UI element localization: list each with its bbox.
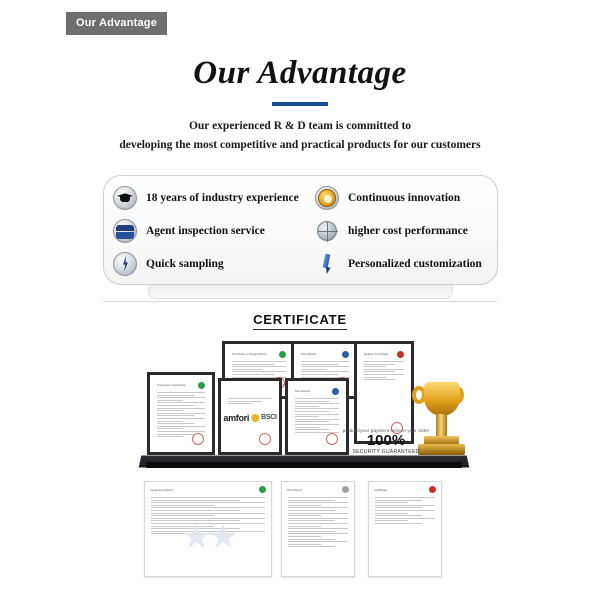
advantage-item-inspection	[113, 219, 315, 243]
blue-badge-icon	[332, 388, 339, 395]
doc-text-lines	[295, 398, 339, 433]
section-divider	[103, 301, 497, 302]
doc-title: Test Report	[295, 389, 311, 393]
lightning-bolt-icon	[113, 252, 137, 276]
doc-text-lines	[375, 497, 435, 524]
red-badge-icon	[429, 486, 436, 493]
advantage-label: Agent inspection service	[146, 224, 265, 237]
advantage-item-experience	[113, 186, 315, 210]
certificate-title-text: CERTIFICATE	[253, 312, 347, 330]
guarantee-bottom-text: SECURITY GUARANTEED	[352, 448, 420, 455]
certificate-title	[0, 312, 600, 327]
doc-text-lines	[228, 398, 272, 404]
advantage-item-innovation	[315, 186, 491, 210]
subtitle-line-2: developing the most competitive and practical products for our customers	[119, 139, 481, 151]
advantage-label: 18 years of industry experience	[146, 192, 299, 205]
seal-icon	[192, 433, 204, 445]
inspection-box-icon	[113, 219, 137, 243]
trophy-cup-icon	[424, 382, 460, 416]
amfori-bsci-logo: amfori BSCI	[223, 412, 277, 423]
doc-text-lines	[157, 392, 205, 437]
doc-title: Certificate	[374, 487, 388, 492]
bottom-document-1	[144, 481, 272, 577]
advantage-item-cost	[315, 219, 491, 243]
advantage-label: Quick sampling	[146, 257, 224, 270]
doc-text-lines	[288, 497, 348, 547]
advantage-list	[113, 182, 491, 280]
advantage-label: higher cost performance	[348, 224, 468, 237]
seal-icon	[326, 433, 338, 445]
graduation-cap-icon	[113, 186, 137, 210]
pen-icon	[315, 252, 339, 276]
page-title: Our Advantage	[193, 55, 407, 91]
bottom-document-2	[281, 481, 355, 577]
doc-title: Inspection Certificate	[157, 383, 186, 387]
advantage-panel-base	[148, 285, 453, 299]
seal-icon	[259, 433, 271, 445]
advantage-item-sampling	[113, 252, 315, 276]
green-badge-icon	[198, 382, 205, 389]
guarantee-top-text: product/your payment seizure your order	[342, 428, 430, 433]
guarantee-percent: 100%	[366, 432, 406, 449]
blue-badge-icon	[342, 351, 349, 358]
display-shelf-front	[146, 462, 462, 468]
doc-text-lines	[151, 497, 265, 534]
doc-title: Test Report	[301, 352, 317, 356]
gray-badge-icon	[342, 486, 349, 493]
doc-text-lines	[364, 361, 404, 380]
doc-title: Quality Certificate	[364, 352, 389, 356]
framed-certificate-amfori	[218, 378, 282, 455]
bottom-document-3	[368, 481, 442, 577]
green-badge-icon	[279, 351, 286, 358]
subtitle-line-1: Our experienced R & D team is committed to	[188, 120, 412, 132]
doc-title: Certificate of Registration	[232, 352, 267, 356]
advantage-label: Personalized customization	[348, 257, 482, 270]
trophy-stem-icon	[436, 414, 447, 436]
star-watermark-icon: ★★	[181, 517, 235, 556]
guarantee-block	[338, 428, 434, 455]
amfori-mark-icon	[251, 414, 259, 422]
section-tag: Our Advantage	[66, 12, 167, 35]
framed-certificate-left	[147, 372, 215, 455]
doc-title: Inspection Report	[150, 487, 174, 492]
gear-icon	[315, 186, 339, 210]
doc-title: Test Report	[287, 487, 303, 492]
advantage-item-customization	[315, 252, 491, 276]
green-badge-icon	[259, 486, 266, 493]
globe-icon	[315, 219, 339, 243]
advantage-label: Continuous innovation	[348, 192, 461, 205]
title-underline-rule	[272, 102, 328, 106]
red-badge-icon	[397, 351, 404, 358]
